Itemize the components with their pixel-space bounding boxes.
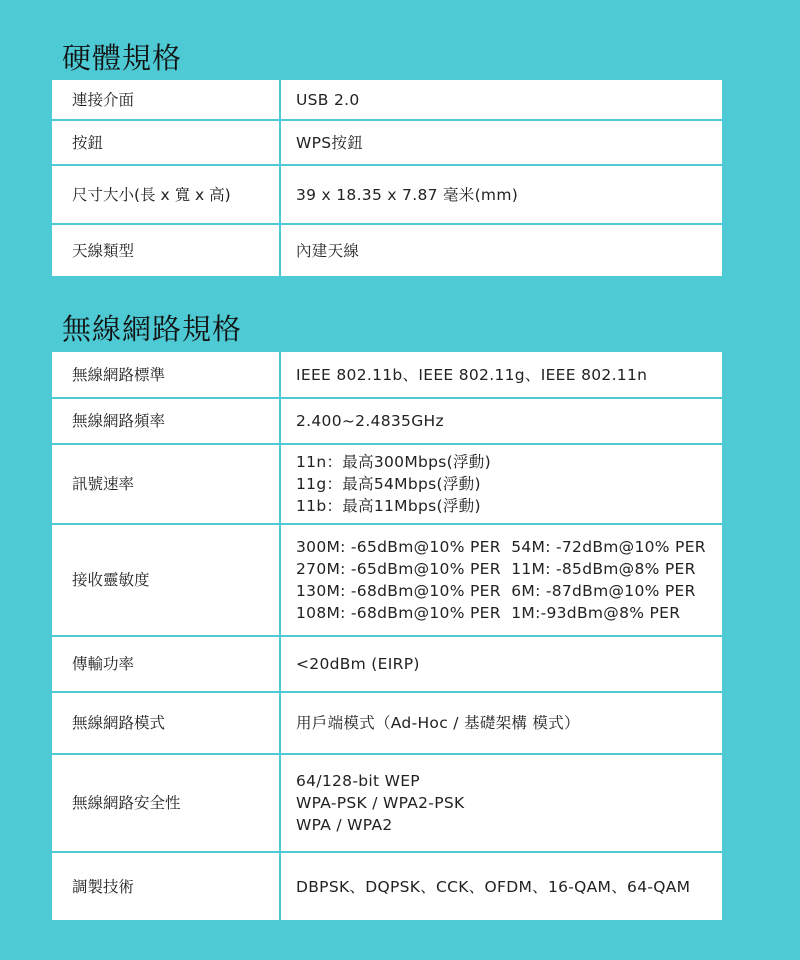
spec-label: 連接介面 [52,80,279,119]
spec-row-button [52,121,722,164]
spec-label: 無線網路模式 [52,693,279,753]
wireless-spec-table [52,352,722,920]
spec-value-line: 2.400~2.4835GHz [296,412,444,430]
spec-value-line: 108M: -68dBm@10% PER 1M:-93dBm@8% PER [296,604,681,622]
spec-value [281,755,722,851]
spec-value: 內建天線 [281,225,722,276]
spec-value-line: IEEE 802.11b、IEEE 802.11g、IEEE 802.11n [296,365,648,384]
spec-value-line: 11g：最高54Mbps(浮動) [296,475,481,493]
spec-label: 無線網路標準 [52,352,279,397]
spec-value [281,525,722,635]
spec-row-mode [52,693,722,753]
spec-row-antenna [52,225,722,276]
spec-row-frequency [52,399,722,443]
spec-value [281,853,722,920]
spec-row-tx-power [52,637,722,691]
spec-row-interface [52,80,722,119]
spec-value: WPS按鈕 [281,121,722,164]
spec-value [281,352,722,397]
spec-label: 尺寸大小(長 x 寬 x 高) [52,166,279,223]
spec-label: 接收靈敏度 [52,525,279,635]
spec-row-dimensions [52,166,722,223]
spec-value [281,637,722,691]
spec-row-modulation [52,853,722,920]
spec-label: 天線類型 [52,225,279,276]
spec-value-line: 用戶端模式（Ad-Hoc / 基礎架構 模式） [296,714,580,732]
spec-value-line: 64/128-bit WEP [296,772,420,790]
spec-row-standard [52,352,722,397]
spec-value: 39 x 18.35 x 7.87 毫米(mm) [281,166,722,223]
spec-value [281,399,722,443]
spec-value-line: 11b：最高11Mbps(浮動) [296,497,481,515]
spec-value-line: 11n：最高300Mbps(浮動) [296,453,491,471]
spec-value [281,693,722,753]
spec-value-line: DBPSK、DQPSK、CCK、OFDM、16-QAM、64-QAM [296,877,691,896]
spec-value-line: 130M: -68dBm@10% PER 6M: -87dBm@10% PER [296,582,696,600]
spec-label: 訊號速率 [52,445,279,523]
spec-row-security [52,755,722,851]
spec-row-signal-rate [52,445,722,523]
spec-value: USB 2.0 [281,80,722,119]
spec-value-line: WPA-PSK / WPA2-PSK [296,794,465,812]
spec-value [281,445,722,523]
spec-label: 調製技術 [52,853,279,920]
spec-value-line: 270M: -65dBm@10% PER 11M: -85dBm@8% PER [296,560,696,578]
spec-value-line: <20dBm (EIRP) [296,655,420,673]
hardware-spec-table [52,80,722,276]
spec-label: 無線網路頻率 [52,399,279,443]
wireless-section-title: 無線網路規格 [62,312,243,346]
spec-label: 傳輸功率 [52,637,279,691]
spec-label: 按鈕 [52,121,279,164]
spec-value-line: 300M: -65dBm@10% PER 54M: -72dBm@10% PER [296,538,706,556]
spec-row-sensitivity [52,525,722,635]
spec-value-line: WPA / WPA2 [296,816,393,834]
hardware-section-title: 硬體規格 [62,41,183,75]
spec-label: 無線網路安全性 [52,755,279,851]
